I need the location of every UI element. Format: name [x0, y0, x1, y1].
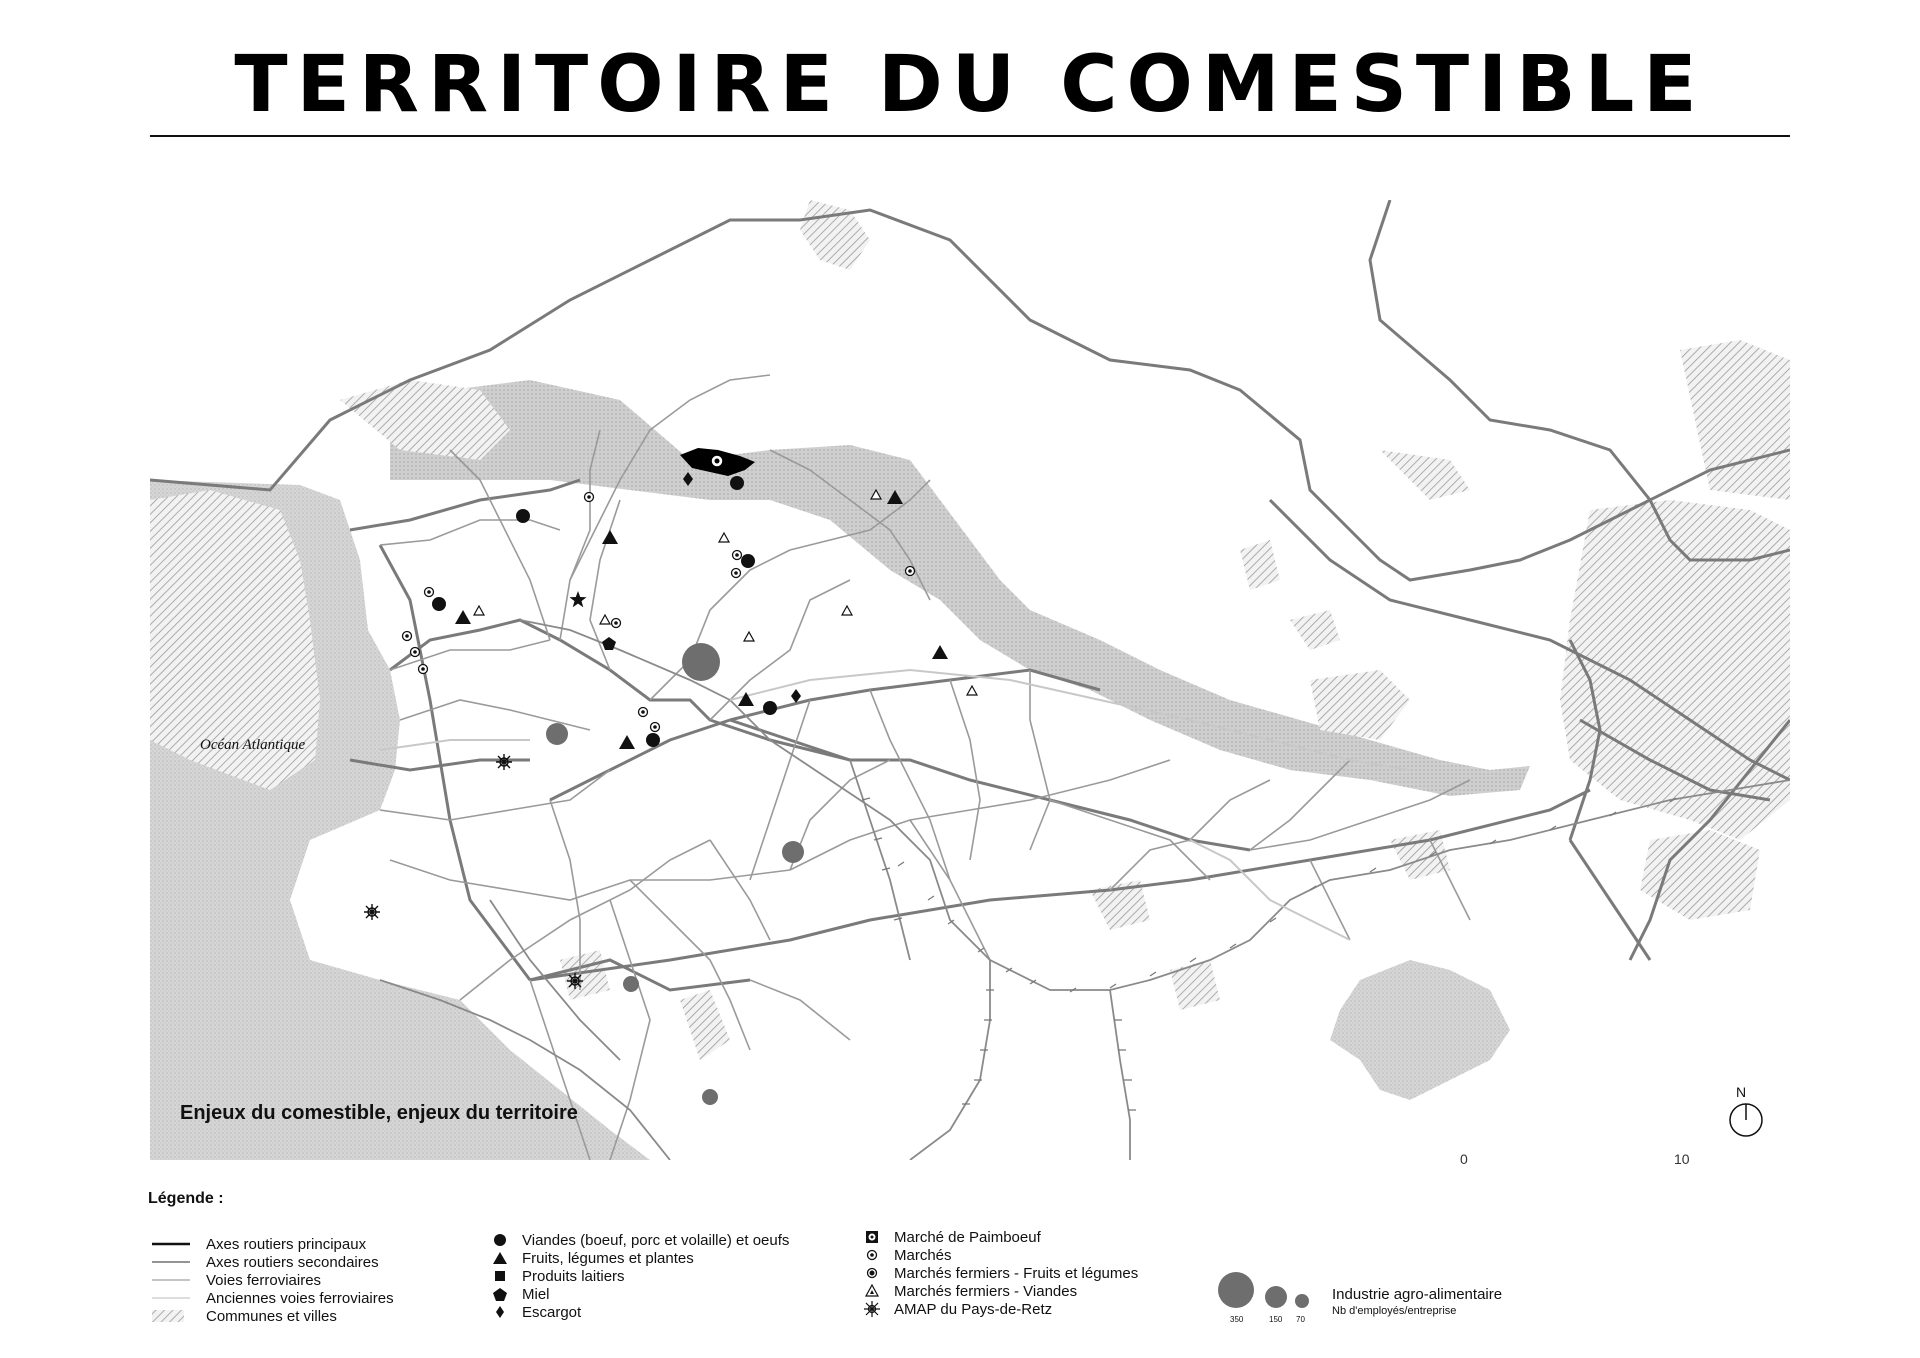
farm-market-meat-icon	[862, 1282, 886, 1300]
industry-value-150: 150	[1269, 1315, 1283, 1324]
pentagon-icon	[490, 1285, 514, 1303]
legend-item-paimboeuf-market: Marché de Paimboeuf	[862, 1228, 1041, 1246]
lake	[1330, 960, 1510, 1100]
legend-item-farm-market-veg: Marchés fermiers - Fruits et légumes	[862, 1264, 1138, 1282]
legend-item-honey: Miel	[490, 1285, 550, 1303]
amap-markers	[364, 754, 583, 989]
industry-value-350: 350	[1230, 1315, 1244, 1324]
farm-market-veg-icon	[862, 1264, 886, 1282]
map-subtitle: Enjeux du comestible, enjeux du territoire	[180, 1102, 578, 1124]
legend-item-meat: Viandes (boeuf, porc et volaille) et oeufs	[490, 1231, 789, 1249]
legend-item-dairy: Produits laitiers	[490, 1267, 625, 1285]
square-icon	[490, 1267, 514, 1285]
industry-label: Industrie agro-alimentaire	[1332, 1286, 1503, 1303]
ocean-label: Océan Atlantique	[200, 737, 306, 753]
legend-item-road-main: Axes routiers principaux	[206, 1235, 367, 1253]
legend-item-towns: Communes et villes	[150, 1307, 337, 1325]
north-arrow-icon	[1730, 1104, 1762, 1136]
industry-sublabel: Nb d'employés/entreprise	[1332, 1305, 1457, 1317]
legend-item-snail: Escargot	[490, 1303, 581, 1321]
page-title: TERRITOIRE DU COMESTIBLE	[234, 40, 1706, 130]
circle-icon	[490, 1231, 514, 1249]
diamond-icon	[490, 1303, 514, 1321]
star-marker	[570, 591, 587, 607]
map	[150, 200, 1790, 1160]
triangle-icon	[490, 1249, 514, 1267]
legend-item-road-secondary: Axes routiers secondaires	[206, 1253, 379, 1271]
legend-item-vegetables: Fruits, légumes et plantes	[490, 1249, 694, 1267]
legend-item-old-railway: Anciennes voies ferroviaires	[206, 1289, 394, 1307]
legend-item-railway: Voies ferroviaires	[206, 1271, 322, 1289]
paimboeuf-market-icon	[862, 1228, 886, 1246]
legend-title: Légende :	[148, 1190, 224, 1207]
legend-item-amap: AMAP du Pays-de-Retz	[862, 1300, 1052, 1318]
market-icon	[862, 1246, 886, 1264]
title-underline	[150, 135, 1790, 137]
amap-icon	[862, 1300, 886, 1318]
scale-start-label: 0	[1460, 1151, 1468, 1167]
legend-item-market: Marchés	[862, 1246, 952, 1264]
north-label: N	[1736, 1084, 1747, 1100]
industry-legend-circles	[1218, 1270, 1318, 1316]
meat-producers	[432, 476, 777, 747]
industry-value-70: 70	[1296, 1315, 1305, 1324]
legend-item-farm-market-meat: Marchés fermiers - Viandes	[862, 1282, 1077, 1300]
scale-end-label: 10	[1674, 1151, 1690, 1167]
